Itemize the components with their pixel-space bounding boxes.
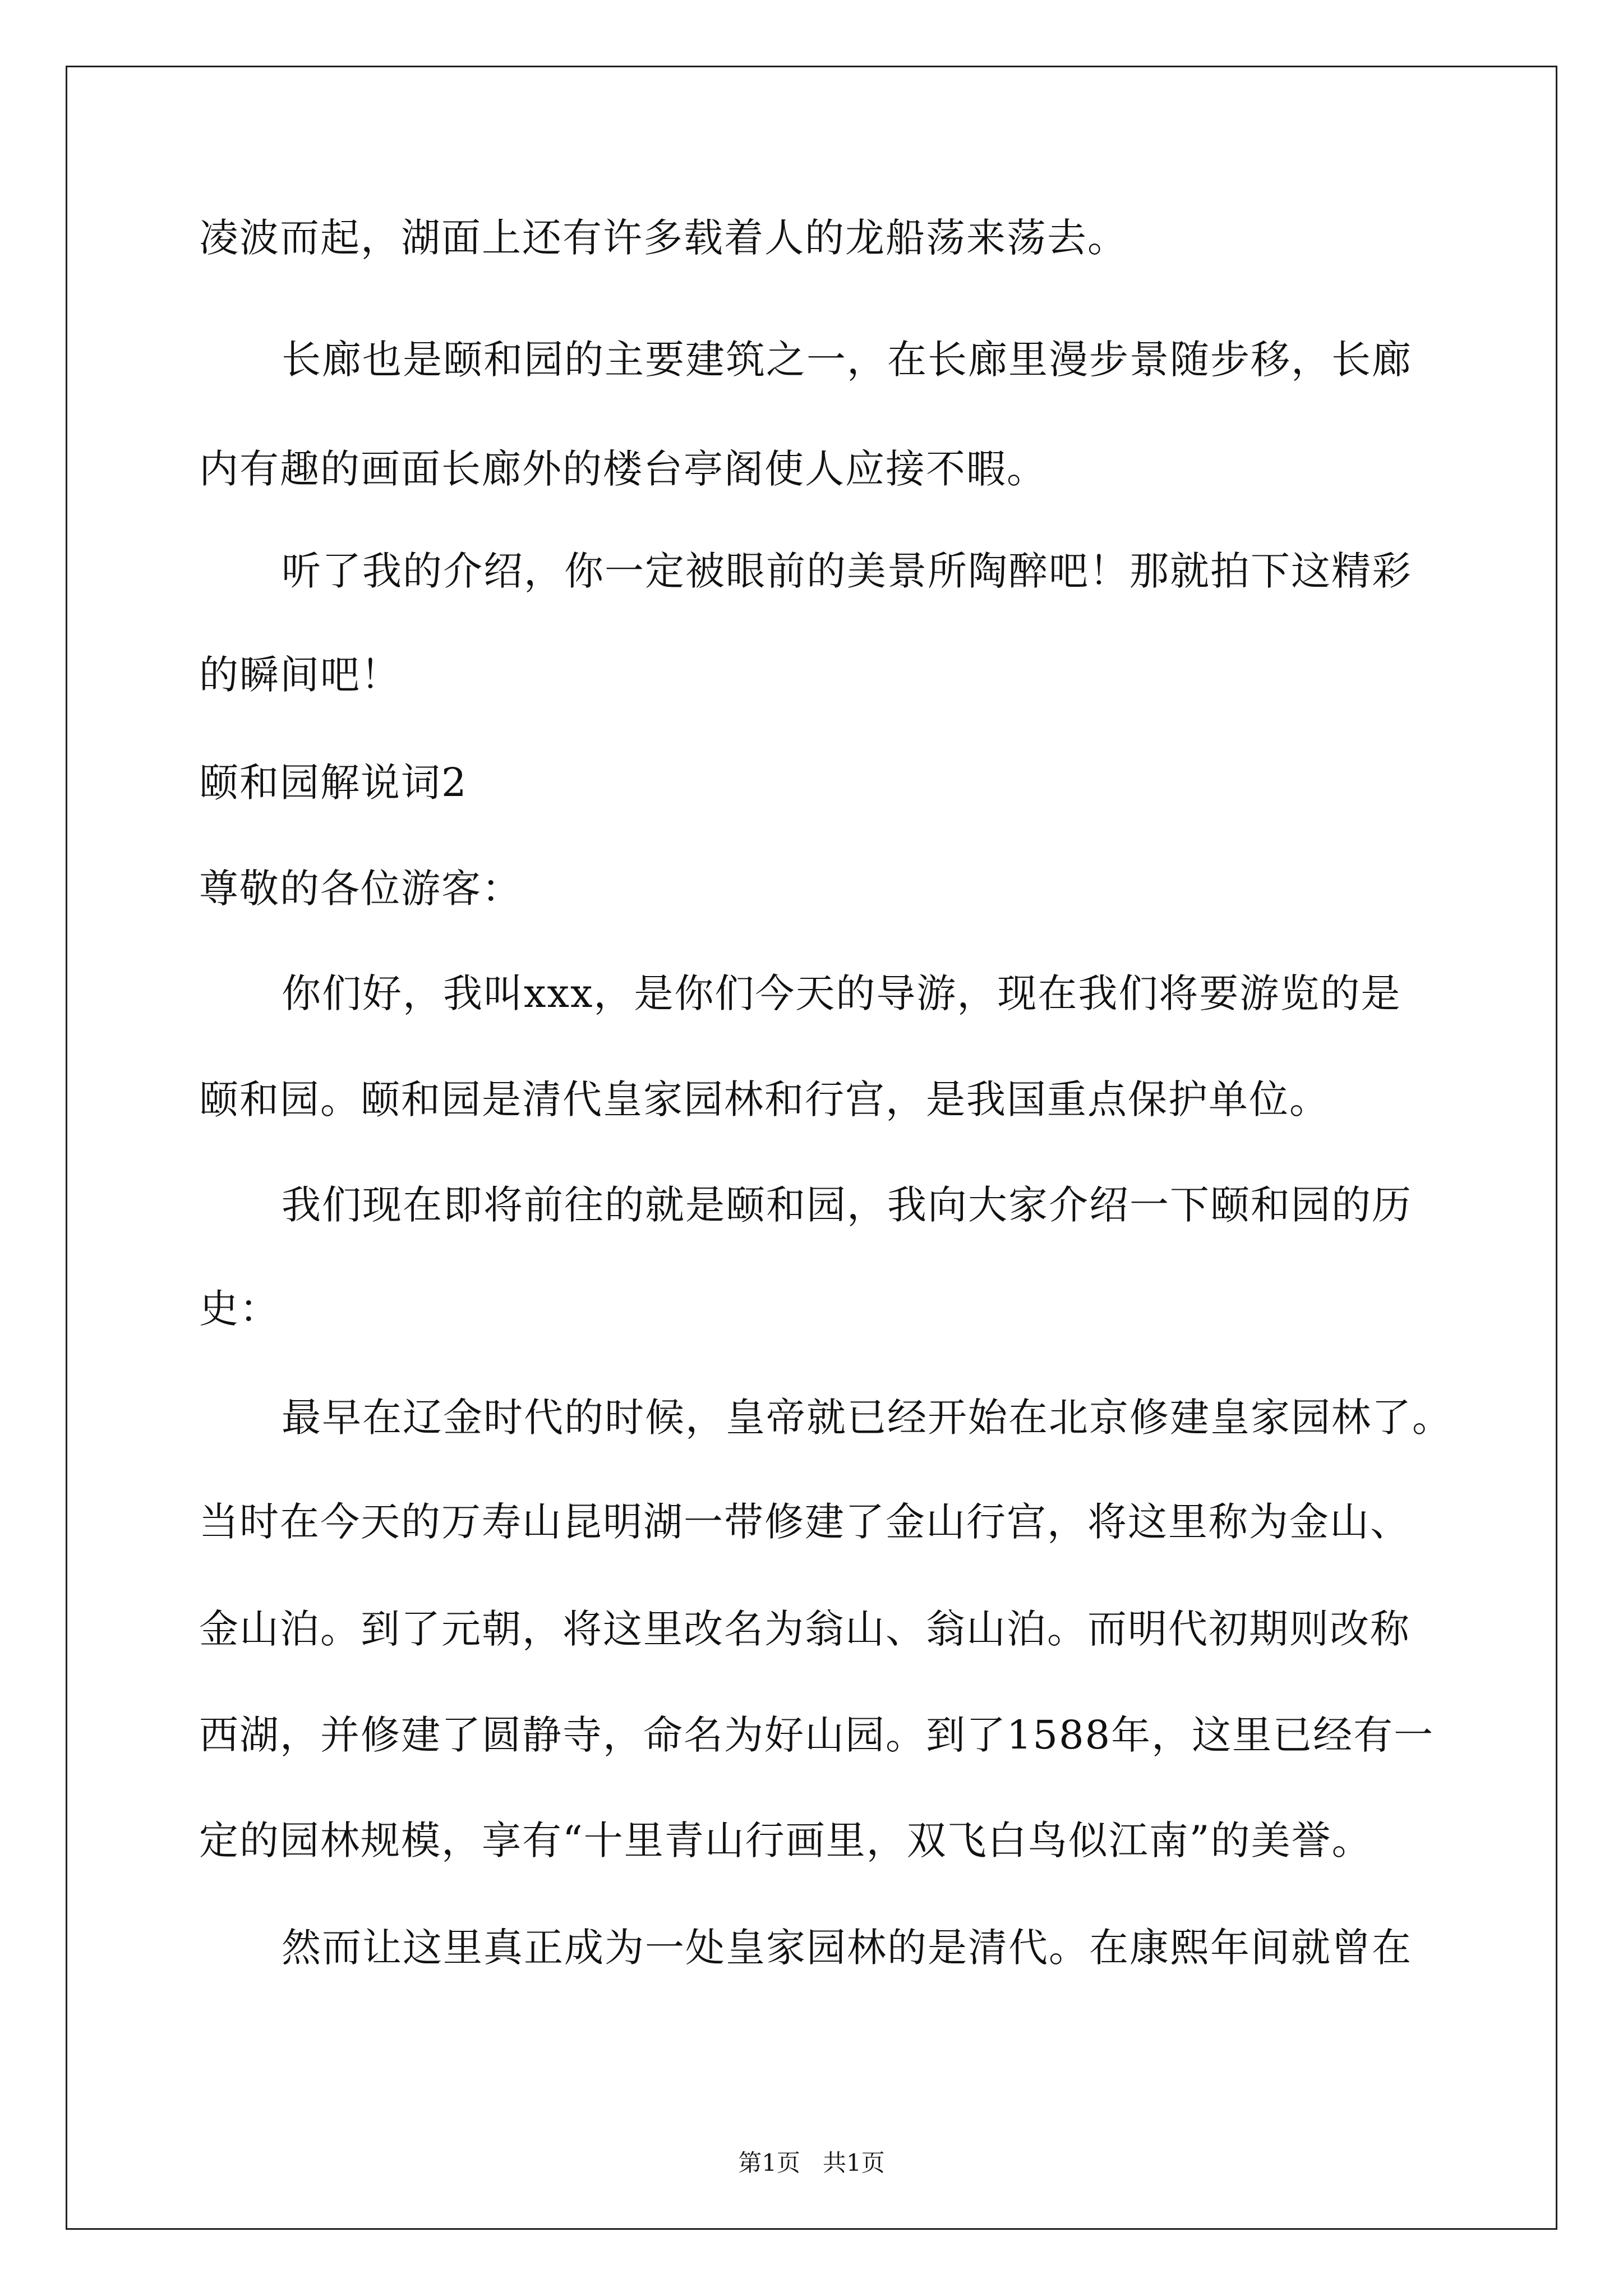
page-border — [66, 66, 1557, 2230]
page-number: 第1页 共1页 — [738, 2149, 885, 2177]
text-line: 凌波而起，湖面上还有许多载着人的龙船荡来荡去。 — [199, 215, 1128, 261]
text-line: 我们现在即将前往的就是颐和园，我向大家介绍一下颐和园的历 — [282, 1182, 1412, 1228]
text-line: 然而让这里真正成为一处皇家园林的是清代。在康熙年间就曾在 — [282, 1925, 1412, 1971]
text-line: 金山泊。到了元朝，将这里改名为翁山、翁山泊。而明代初期则改称 — [199, 1606, 1410, 1652]
salutation: 尊敬的各位游客： — [199, 866, 522, 912]
text-line: 史： — [199, 1286, 280, 1332]
section-heading: 颐和园解说词2 — [199, 760, 468, 806]
text-line: 内有趣的画面长廊外的楼台亭阁使人应接不暇。 — [199, 446, 1047, 492]
text-line: 长廊也是颐和园的主要建筑之一，在长廊里漫步景随步移，长廊 — [282, 337, 1412, 383]
text-line: 定的园林规模，享有“十里青山行画里，双飞白鸟似江南”的美誉。 — [199, 1818, 1372, 1864]
text-line: 听了我的介绍，你一定被眼前的美景所陶醉吧！那就拍下这精彩 — [282, 548, 1412, 594]
text-line: 当时在今天的万寿山昆明湖一带修建了金山行宫，将这里称为金山、 — [199, 1499, 1410, 1545]
text-line: 颐和园。颐和园是清代皇家园林和行宫，是我国重点保护单位。 — [199, 1076, 1330, 1122]
text-line: 的瞬间吧！ — [199, 652, 401, 698]
text-line: 西湖，并修建了圆静寺，命名为好山园。到了1588年，这里已经有一 — [199, 1712, 1435, 1758]
text-line: 最早在辽金时代的时候，皇帝就已经开始在北京修建皇家园林了。 — [282, 1395, 1453, 1441]
text-line: 你们好，我叫xxx，是你们今天的导游，现在我们将要游览的是 — [282, 970, 1401, 1016]
